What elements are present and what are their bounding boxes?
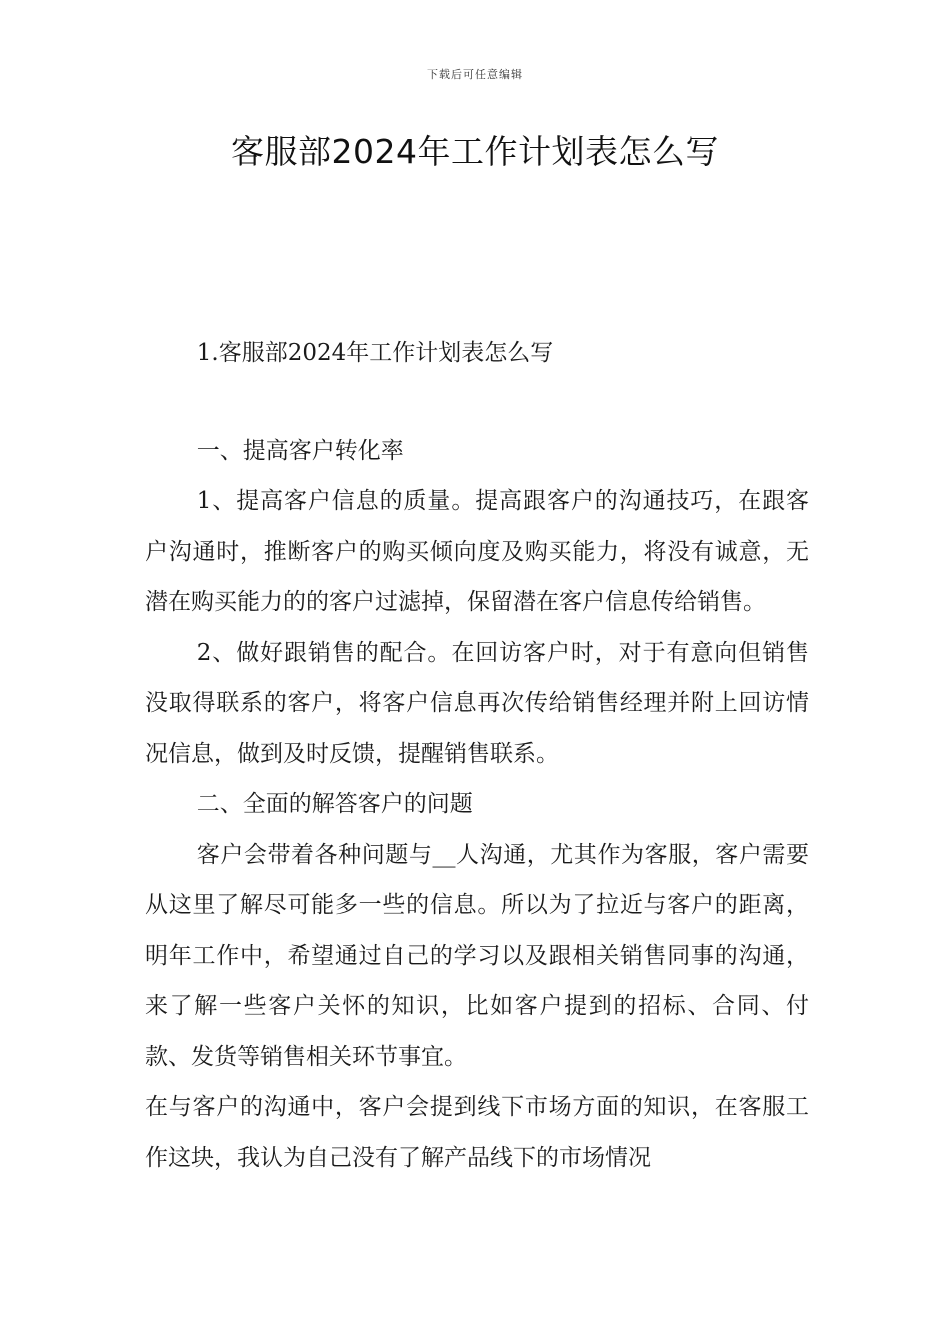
- paragraph-4: 在与客户的沟通中，客户会提到线下市场方面的知识，在客服工作这块，我认为自己没有了解产品线下的市场情况: [145, 1094, 809, 1171]
- paragraph-2: 2、做好跟销售的配合。在回访客户时，对于有意向但销售没取得联系的客户，将客户信息再次传给销售经理并附上回访情况信息，做到及时反馈，提醒销售联系。: [145, 639, 809, 767]
- paragraph-1: 1、提高客户信息的质量。提高跟客户的沟通技巧，在跟客户沟通时，推断客户的购买倾向度及购买能力，将没有诚意，无潜在购买能力的的客户过滤掉，保留潜在客户信息传给销售。: [145, 488, 809, 615]
- page-header-note: 下载后可任意编辑: [427, 68, 523, 81]
- document-body: [145, 328, 809, 1183]
- document-title: 客服部2024年工作计划表怎么写: [231, 132, 719, 171]
- section-heading-2: 二、全面的解答客户的问题: [196, 791, 473, 817]
- subheading: 1.客服部2024年工作计划表怎么写: [196, 340, 554, 366]
- paragraph-3: 客户会带着各种问题与__人沟通，尤其作为客服，客户需要从这里了解尽可能多一些的信息。所以为了拉近与客户的距离，明年工作中，希望通过自己的学习以及跟相关销售同事的沟通，来了解一些客户关怀的知识，比如客户提到的招标、合同、付款、发货等销售相关环节事宜。: [145, 841, 809, 1070]
- section-heading-1: 一、提高客户转化率: [196, 437, 404, 464]
